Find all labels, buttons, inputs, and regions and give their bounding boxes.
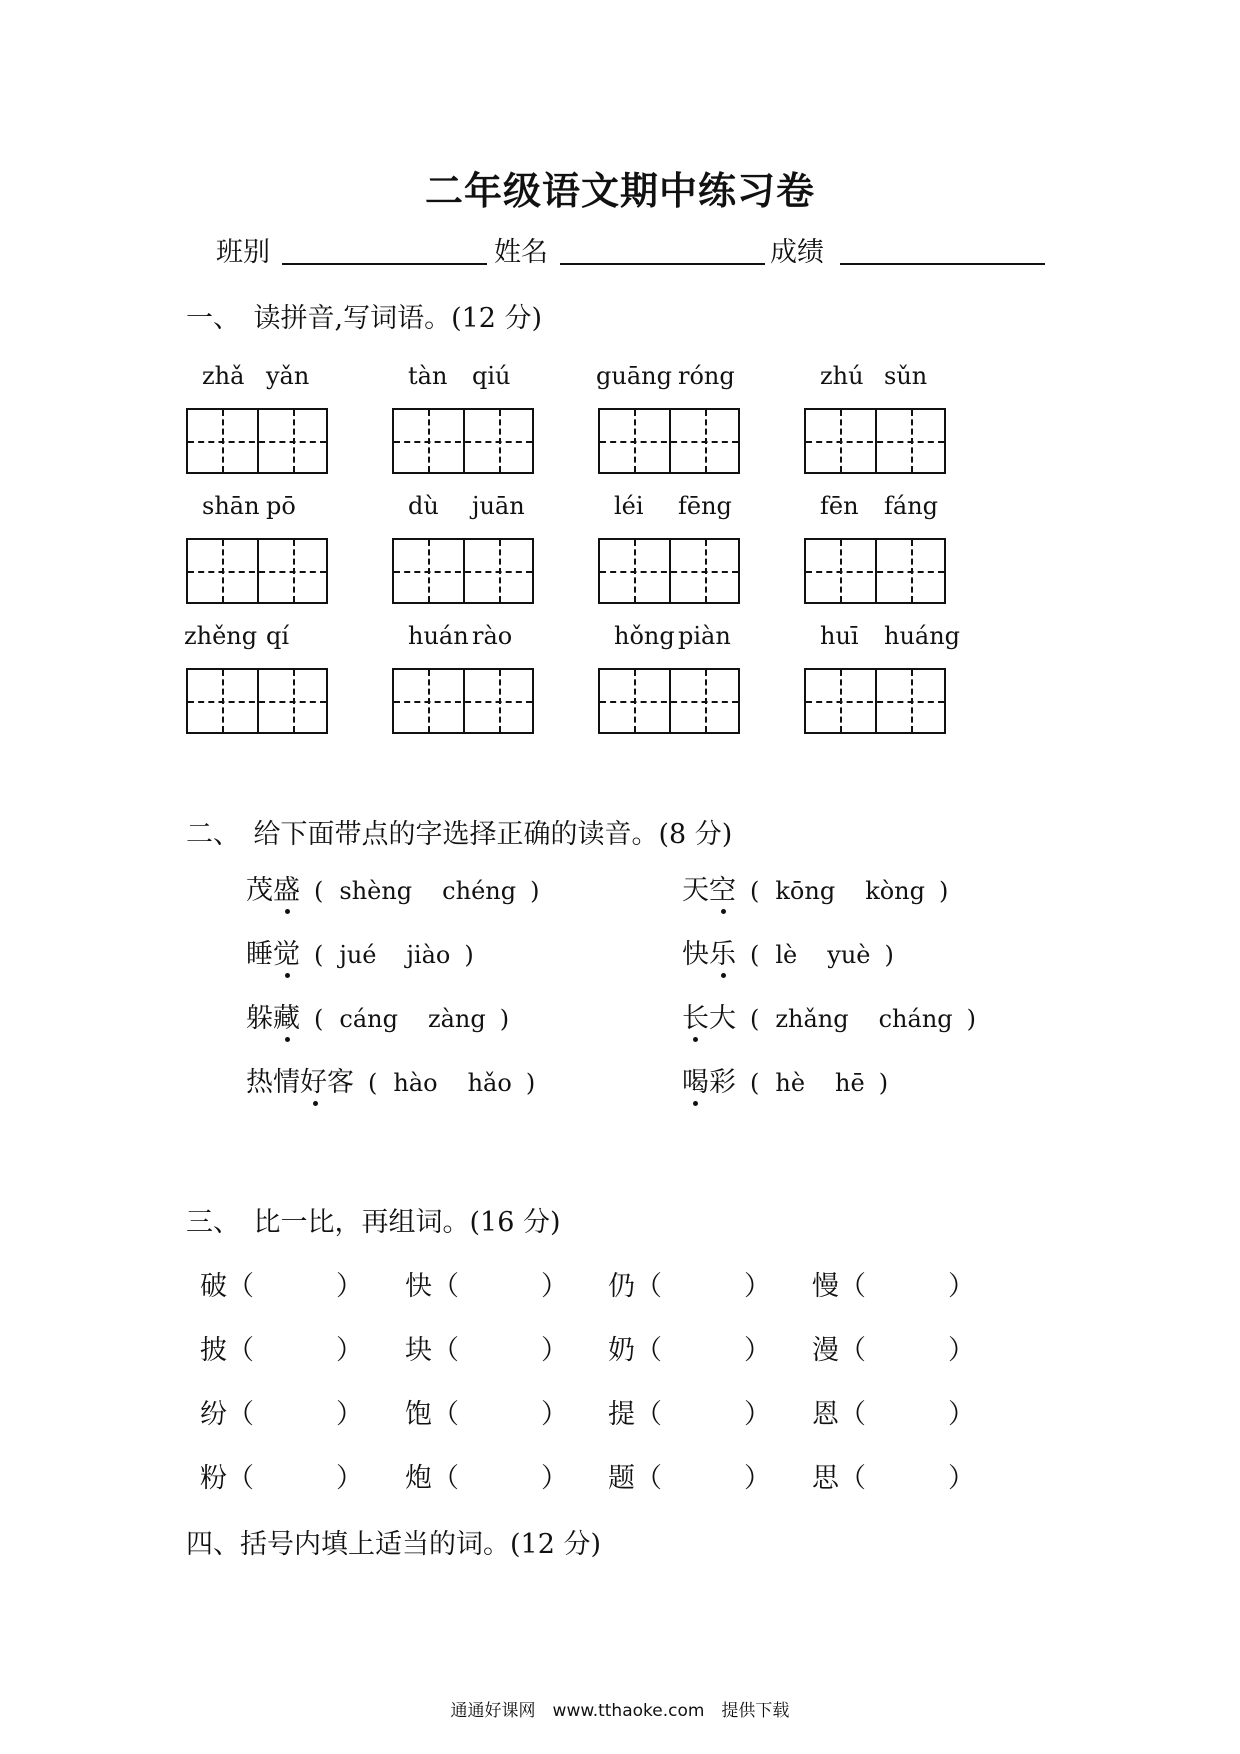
pronunciation-item (682, 996, 976, 1035)
writing-box-pair[interactable] (598, 408, 740, 474)
left-paren: ( (750, 877, 760, 905)
right-paren: ) (530, 877, 540, 905)
left-paren: ( (314, 877, 324, 905)
emphasis-dot (313, 1101, 318, 1106)
pinyin-syllable: huán (408, 622, 469, 650)
target-word: 睡觉 (246, 939, 300, 970)
right-paren: ） (336, 1399, 363, 1430)
word-building-item (405, 1264, 568, 1303)
right-paren: ） (948, 1463, 975, 1494)
right-paren: ） (336, 1335, 363, 1366)
target-word: 躲藏 (246, 1003, 300, 1034)
left-paren: （ (227, 1335, 254, 1366)
right-paren: ） (948, 1335, 975, 1366)
left-paren: （ (839, 1399, 866, 1430)
option-a[interactable]: hào (393, 1069, 438, 1097)
option-b[interactable]: yuè (827, 941, 871, 969)
word-building-item (200, 1328, 363, 1367)
word-building-item (200, 1264, 363, 1303)
emphasis-dot (693, 1037, 698, 1042)
pinyin-syllable: zhú (820, 362, 864, 390)
base-character: 题 (608, 1463, 635, 1494)
base-character: 恩 (812, 1399, 839, 1430)
base-character: 块 (405, 1335, 432, 1366)
left-paren: （ (432, 1463, 459, 1494)
left-paren: （ (839, 1335, 866, 1366)
base-character: 快 (405, 1271, 432, 1302)
left-paren: （ (227, 1271, 254, 1302)
option-b[interactable]: kòng (865, 877, 925, 905)
writing-box-pair[interactable] (392, 408, 534, 474)
left-paren: （ (839, 1271, 866, 1302)
target-word: 喝彩 (682, 1067, 736, 1098)
option-b[interactable]: jiào (406, 941, 451, 969)
option-a[interactable]: shèng (339, 877, 413, 905)
pronunciation-item (246, 932, 474, 971)
left-paren: ( (750, 941, 760, 969)
pinyin-syllable: fáng (884, 492, 939, 520)
option-b[interactable]: cháng (878, 1005, 953, 1033)
right-paren: ） (744, 1463, 771, 1494)
word-building-item (812, 1264, 975, 1303)
word-building-item (405, 1328, 568, 1367)
target-word: 天空 (682, 875, 736, 906)
option-b[interactable]: zàng (427, 1005, 486, 1033)
base-character: 炮 (405, 1463, 432, 1494)
pronunciation-item (246, 868, 539, 907)
pinyin-syllable: fēn (820, 492, 859, 520)
writing-box-pair[interactable] (804, 538, 946, 604)
left-paren: ( (368, 1069, 378, 1097)
writing-box-pair[interactable] (392, 538, 534, 604)
word-building-item (608, 1456, 771, 1495)
pinyin-syllable: léi (614, 492, 644, 520)
left-paren: ( (750, 1069, 760, 1097)
pronunciation-item (682, 868, 948, 907)
target-word: 茂盛 (246, 875, 300, 906)
writing-box-pair[interactable] (186, 408, 328, 474)
pinyin-syllable: zhěng (184, 622, 258, 650)
section1-heading: 一、 读拼音,写词语。(12 分) (186, 303, 543, 334)
option-b[interactable]: hē (835, 1069, 865, 1097)
emphasis-dot (285, 973, 290, 978)
pinyin-syllable: hǒng (614, 622, 675, 650)
left-paren: （ (432, 1399, 459, 1430)
base-character: 奶 (608, 1335, 635, 1366)
right-paren: ) (499, 1005, 510, 1033)
base-character: 披 (200, 1335, 227, 1366)
base-character: 纷 (200, 1399, 227, 1430)
left-paren: （ (635, 1335, 662, 1366)
pronunciation-item (246, 1060, 535, 1099)
pinyin-syllable: juān (472, 492, 525, 520)
pronunciation-item (682, 932, 894, 971)
writing-box-pair[interactable] (804, 668, 946, 734)
right-paren: ） (948, 1399, 975, 1430)
writing-box-pair[interactable] (598, 538, 740, 604)
left-paren: （ (635, 1463, 662, 1494)
right-paren: ） (948, 1271, 975, 1302)
target-word: 长大 (682, 1003, 736, 1034)
right-paren: ) (966, 1005, 977, 1033)
emphasis-dot (721, 973, 726, 978)
writing-box-pair[interactable] (186, 668, 328, 734)
pinyin-syllable: yǎn (266, 362, 310, 390)
right-paren: ） (744, 1399, 771, 1430)
option-b[interactable]: chéng (442, 877, 517, 905)
right-paren: ) (884, 941, 894, 969)
word-building-item (812, 1456, 975, 1495)
pinyin-syllable: piàn (678, 622, 731, 650)
name-label: 姓名 (494, 237, 548, 268)
left-paren: ( (314, 941, 324, 969)
right-paren: ） (541, 1335, 568, 1366)
base-character: 粉 (200, 1463, 227, 1494)
right-paren: ） (336, 1271, 363, 1302)
pinyin-syllable: tàn (408, 362, 448, 390)
right-paren: ） (336, 1463, 363, 1494)
writing-box-pair[interactable] (186, 538, 328, 604)
left-paren: （ (432, 1335, 459, 1366)
word-building-item (405, 1392, 568, 1431)
word-building-item (812, 1392, 975, 1431)
pinyin-syllable: shān (202, 492, 260, 520)
score-blank[interactable] (840, 263, 1045, 265)
option-a[interactable]: kōng (775, 877, 836, 905)
left-paren: ( (314, 1005, 324, 1033)
pinyin-syllable: róng (678, 362, 735, 390)
section2-heading: 二、 给下面带点的字选择正确的读音。(8 分) (186, 819, 733, 850)
left-paren: ( (750, 1005, 760, 1033)
left-paren: （ (839, 1463, 866, 1494)
page-title: 二年级语文期中练习卷 (424, 168, 815, 213)
pinyin-syllable: guāng (596, 362, 672, 390)
emphasis-dot (693, 1101, 698, 1106)
writing-box-pair[interactable] (804, 408, 946, 474)
writing-box-pair[interactable] (598, 668, 740, 734)
option-a[interactable]: jué (339, 941, 377, 969)
pinyin-syllable: qí (266, 622, 290, 650)
emphasis-dot (285, 909, 290, 914)
emphasis-dot (721, 909, 726, 914)
footer-credit: 通通好课网 www.tthaoke.com 提供下载 (450, 1701, 790, 1721)
base-character: 饱 (405, 1399, 432, 1430)
pinyin-syllable: dù (408, 492, 439, 520)
left-paren: （ (227, 1399, 254, 1430)
target-word: 热情好客 (246, 1067, 354, 1098)
name-blank[interactable] (560, 263, 765, 265)
word-building-item (812, 1328, 975, 1367)
pinyin-syllable: fēng (678, 492, 732, 520)
left-paren: （ (635, 1271, 662, 1302)
left-paren: （ (635, 1399, 662, 1430)
word-building-item (608, 1392, 771, 1431)
right-paren: ) (525, 1069, 536, 1097)
pinyin-syllable: rào (472, 622, 513, 650)
pinyin-syllable: qiú (472, 362, 511, 390)
right-paren: ） (744, 1271, 771, 1302)
word-building-item (608, 1264, 771, 1303)
right-paren: ） (541, 1271, 568, 1302)
pronunciation-item (246, 996, 509, 1035)
right-paren: ) (878, 1069, 889, 1097)
base-character: 破 (200, 1271, 227, 1302)
class-blank[interactable] (282, 263, 487, 265)
right-paren: ) (464, 941, 474, 969)
base-character: 仍 (608, 1271, 635, 1302)
option-a[interactable]: zhǎng (775, 1005, 849, 1033)
base-character: 思 (812, 1463, 839, 1494)
section3-heading: 三、 比一比，再组词。(16 分) (186, 1207, 561, 1238)
word-building-item (608, 1328, 771, 1367)
class-label: 班别 (216, 237, 270, 268)
word-building-item (405, 1456, 568, 1495)
base-character: 漫 (812, 1335, 839, 1366)
section4-heading: 四、括号内填上适当的词。(12 分) (186, 1529, 602, 1560)
right-paren: ） (541, 1399, 568, 1430)
target-word: 快乐 (682, 939, 736, 970)
pinyin-syllable: sǔn (884, 362, 928, 390)
option-b[interactable]: hǎo (467, 1069, 512, 1097)
emphasis-dot (285, 1037, 290, 1042)
right-paren: ） (541, 1463, 568, 1494)
right-paren: ) (939, 877, 949, 905)
base-character: 慢 (812, 1271, 839, 1302)
writing-box-pair[interactable] (392, 668, 534, 734)
word-building-item (200, 1456, 363, 1495)
pinyin-syllable: huī (820, 622, 859, 650)
pinyin-syllable: zhǎ (202, 362, 245, 390)
base-character: 提 (608, 1399, 635, 1430)
option-a[interactable]: cáng (339, 1005, 398, 1033)
pronunciation-item (682, 1060, 888, 1099)
word-building-item (200, 1392, 363, 1431)
right-paren: ） (744, 1335, 771, 1366)
left-paren: （ (227, 1463, 254, 1494)
option-a[interactable]: lè (775, 941, 798, 969)
pinyin-syllable: pō (266, 492, 296, 520)
pinyin-syllable: huáng (884, 622, 961, 650)
option-a[interactable]: hè (775, 1069, 806, 1097)
score-label: 成绩 (770, 237, 824, 268)
left-paren: （ (432, 1271, 459, 1302)
